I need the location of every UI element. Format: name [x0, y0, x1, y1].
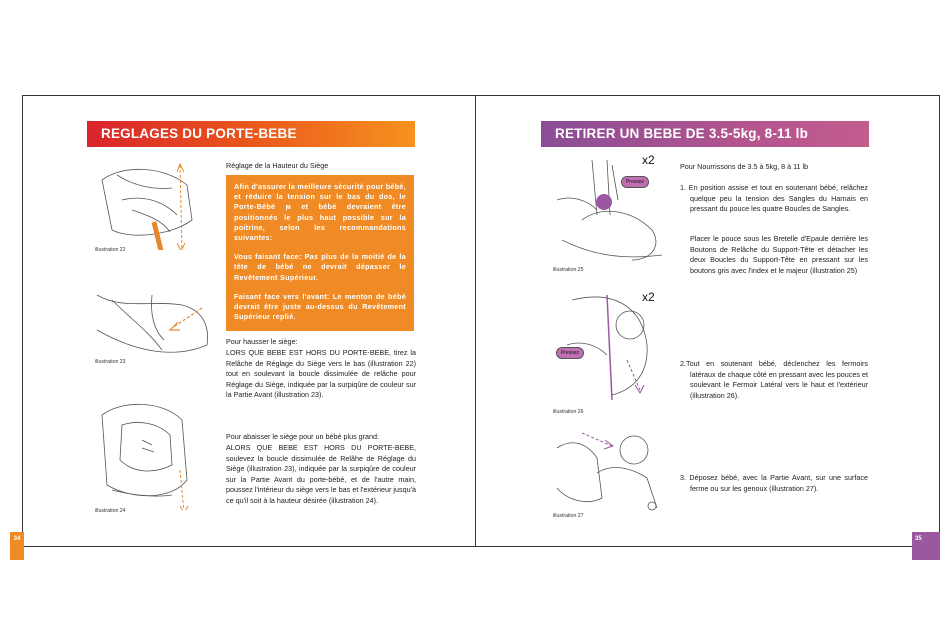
step2: 2.Tout en soutenant bébé, déclenchez les fermoirs latéraux de chaque côté en pressant avec les pouces et soulevant le Fermoir Latéral vers le haut et l'extérieur (illustration 26). — [680, 359, 868, 400]
intro-text: Pour Nourrissons de 3.5 à 5kg, 8 à 11 lb — [680, 162, 809, 171]
caption-26: illustration 26 — [553, 409, 584, 415]
step1-b: Placer le pouce sous les Bretelle d'Epaule derrière les Boutons de Relâche du Support-Tête et détacher les deux Boucles du Support-Tête en pressant sur les boutons gris avec l'index et le majeur (illustration 25) — [690, 234, 868, 275]
safety-note-box — [226, 175, 414, 331]
caption-24: illustration 24 — [95, 508, 126, 514]
illustration-22-image — [92, 160, 202, 250]
left-heading: REGLAGES DU PORTE-BEBE — [87, 121, 415, 147]
step3: 3. Déposez bébé, avec la Partie Avant, sur une surface ferme ou sur les genoux (illustration 27). — [680, 473, 868, 493]
step1-a: 1. En position assise et tout en soutenant bébé, relâchez quelque peu la tension des Sangles du Harnais en pressant du pouce les quatre Boucles de Sangles. — [680, 183, 868, 213]
page-number-left: 34 — [10, 532, 24, 560]
x2-label-25: x2 — [642, 153, 655, 167]
lower-body: ALORS QUE BEBE EST HORS DU PORTE-BEBE, soulevez la boucle dissimulée de Relâhe de Réglage du Siège (illustration 23), indiquée par la surpiqûre de couleur sur la Partie Avant du porte-bébé, et de l'autre main, poussez l'intérieur du siège vers le bas et l'extérieur jusqu'à ce qu'il soit à la hauteur désirée (illustration 24). — [226, 443, 416, 505]
raise-title: Pour hausser le siège: — [226, 337, 298, 346]
x2-label-26: x2 — [642, 290, 655, 304]
pressez-badge-26: Pressez — [556, 347, 584, 359]
illustration-25-image — [552, 160, 672, 265]
illustration-27-image — [552, 428, 667, 513]
lower-title: Pour abaisser le siège pour un bébé plus grand: — [226, 432, 380, 441]
spread-divider — [475, 95, 476, 547]
seat-height-subtitle: Réglage de la Hauteur du Siège — [226, 161, 329, 170]
caption-27: illustration 27 — [553, 513, 584, 519]
illustration-24-image — [92, 400, 202, 510]
illustration-23-image — [92, 290, 212, 362]
caption-25: illustration 25 — [553, 267, 584, 273]
right-heading: RETIRER UN BEBE DE 3.5-5kg, 8-11 lb — [541, 121, 869, 147]
caption-22: illustration 22 — [95, 247, 126, 253]
safety-note-p2: Vous faisant face: Pas plus de la moitié de la tête de bébé ne devrait dépasser le Revêtement Supérieur. — [234, 252, 406, 282]
safety-note-p1: Afin d'assurer la meilleure sécurité pour bébé, et réduire la tension sur le bas du dos, le Porte-Bébé ϻ et bébé devraient être positionnés le plus haut possible sur la poitrine, selon les recommandations suivantes: — [234, 182, 406, 243]
caption-23: illustration 23 — [95, 359, 126, 365]
safety-note-p3: Faisant face vers l'avant: Le menton de bébé devrait être juste au-dessus du Revêtement Supérieur replié. — [234, 291, 406, 322]
page-number-right: 35 — [912, 532, 940, 560]
raise-body: LORS QUE BEBE EST HORS DU PORTE-BEBE, tirez la Relâche de Réglage du Siège vers le bas (illustration 22) tout en soulevant la boucle dissimulée de relâche pour Réglage du Siège, indiquée par la surpiqûre de couleur sur la Partie Avant (illustration 23). — [226, 348, 416, 399]
pressez-badge-25: Pressez — [621, 176, 649, 188]
